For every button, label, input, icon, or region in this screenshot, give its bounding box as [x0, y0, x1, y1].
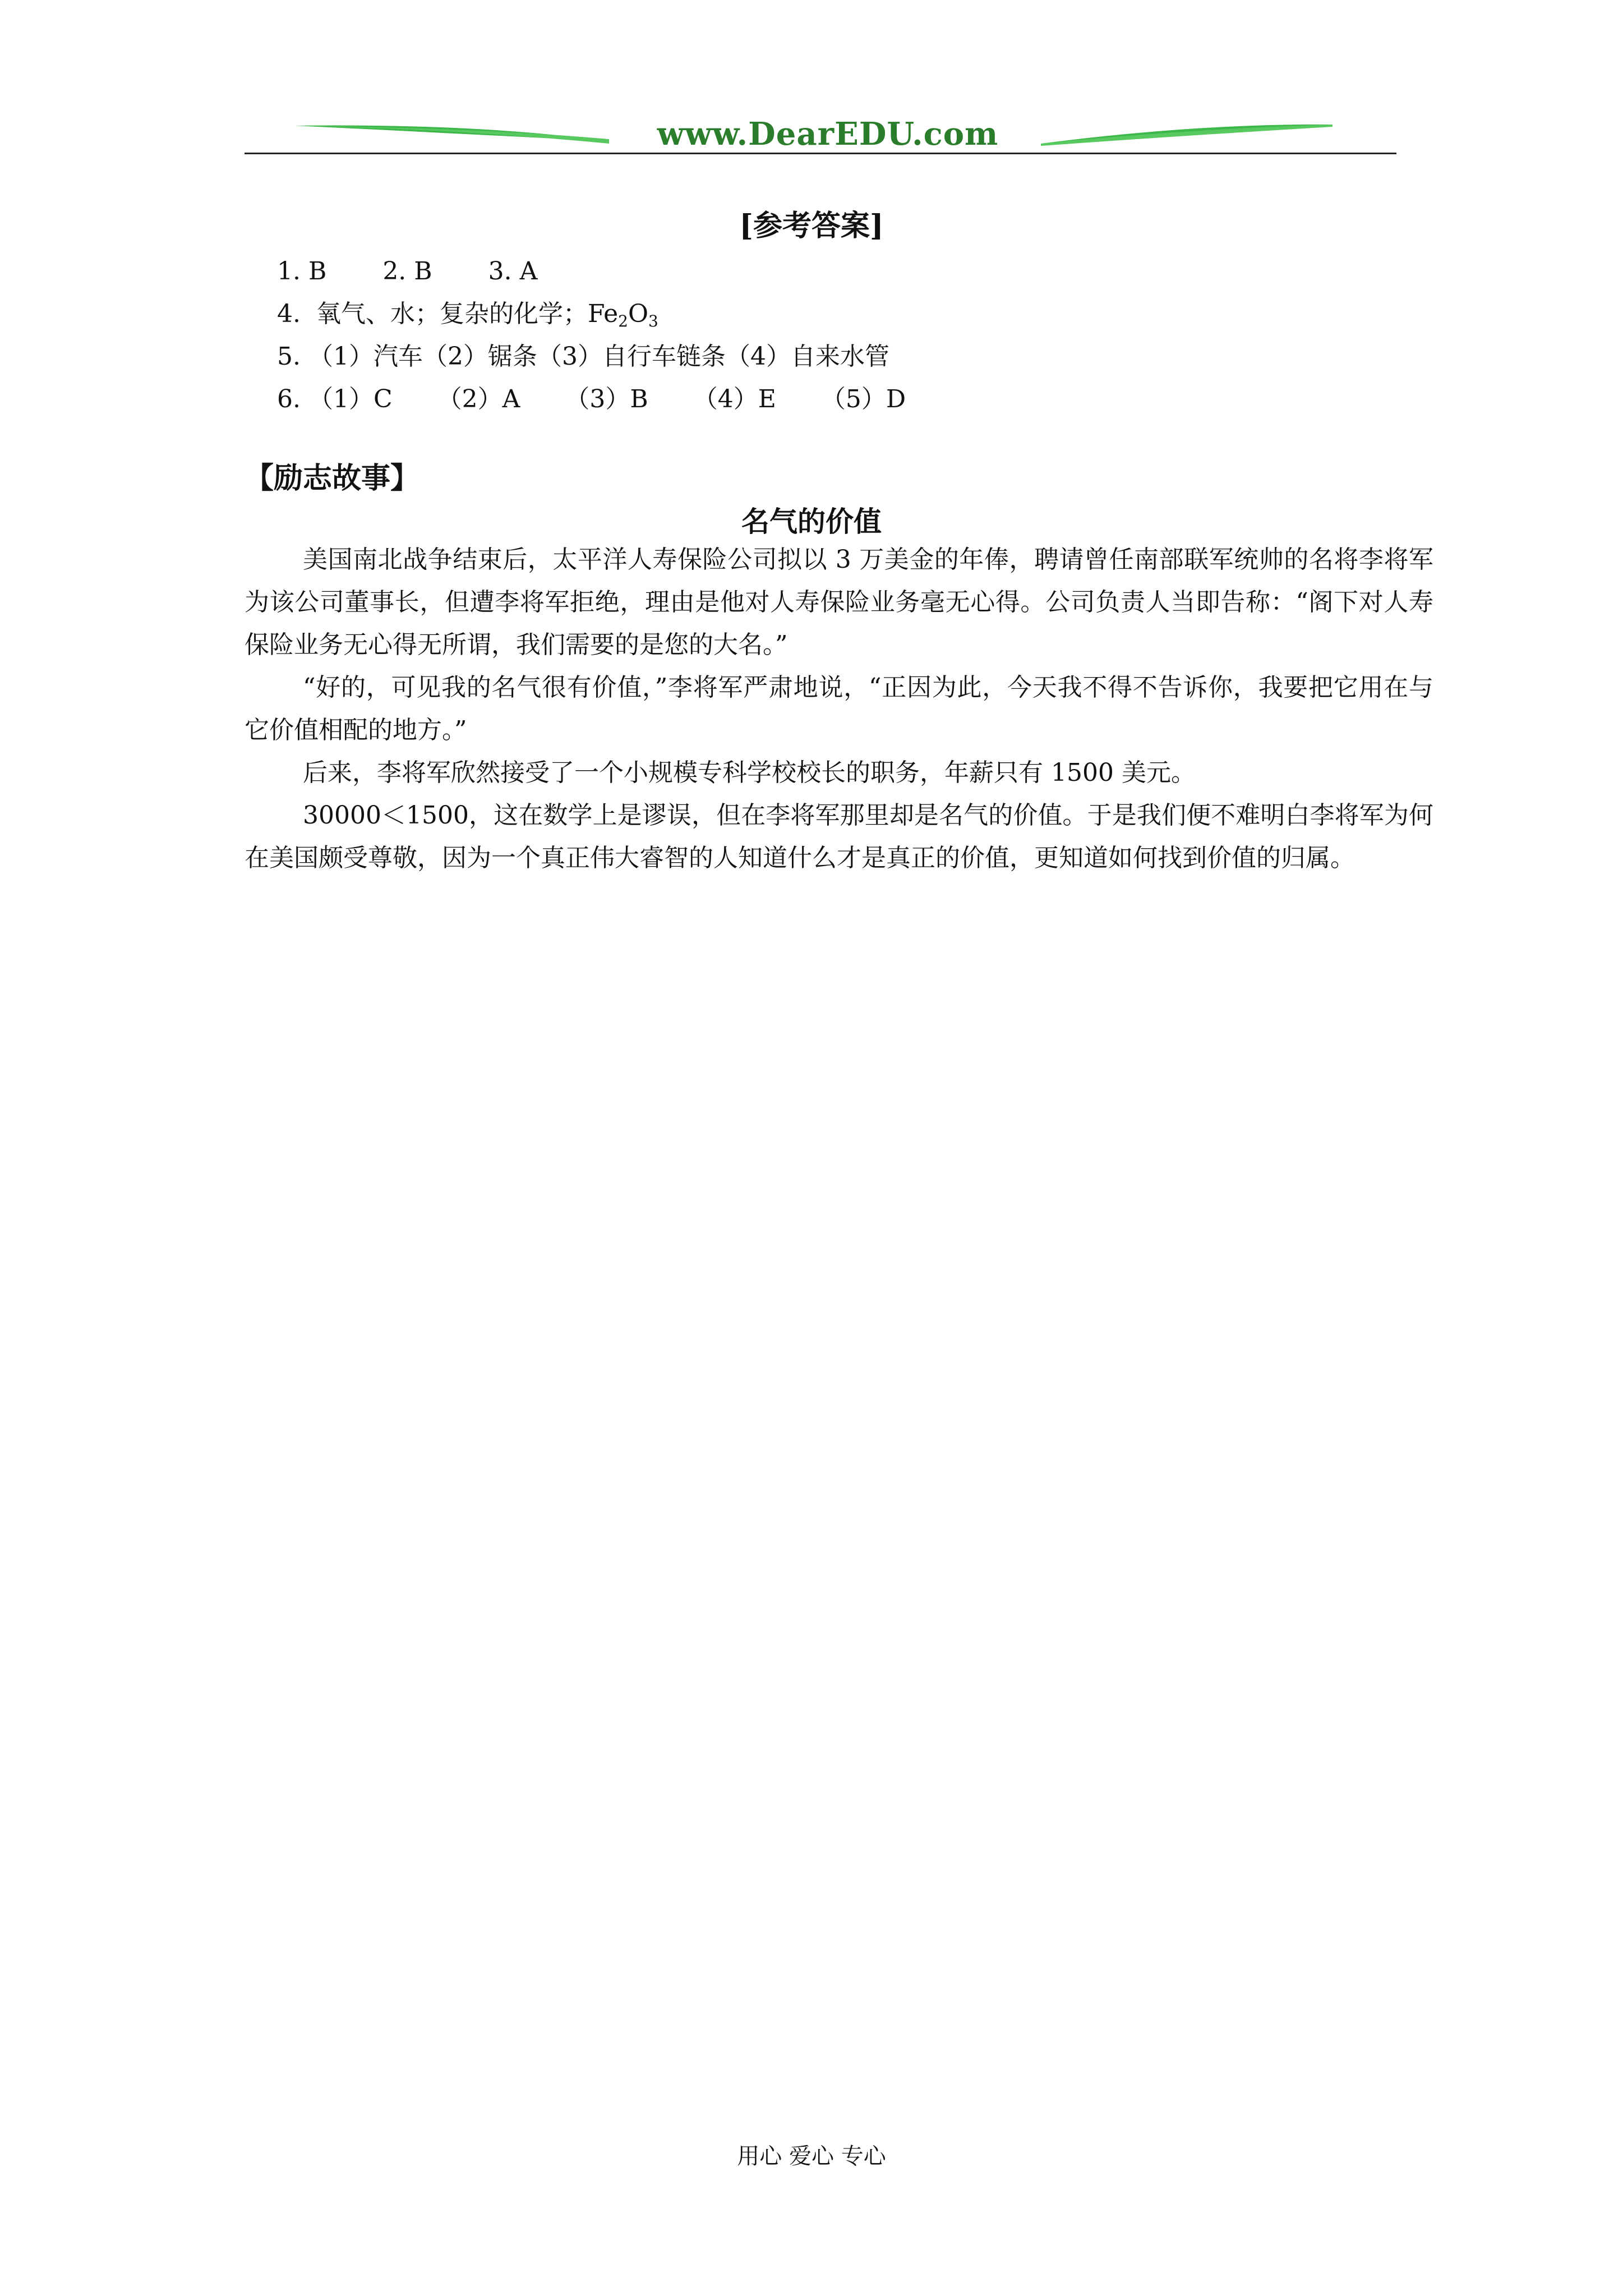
answer-row-4 [277, 378, 906, 421]
story-paragraph: 后来，李将军欣然接受了一个小规模专科学校校长的职务，年薪只有 1500 美元。 [303, 758, 1196, 787]
answer-row-3: 5. （1）汽车（2）锯条（3）自行车链条（4）自来水管 [277, 342, 889, 371]
answer-4-subscript-2: 3 [648, 312, 658, 330]
story-paragraph: 美国南北战争结束后，太平洋人寿保险公司拟以 3 万美金的年俸，聘请曾任南部联军统帅的名将李将军为该公司董事长，但遭李将军拒绝，理由是他对人寿保险业务毫无心得。公司负责人当即告称：“阁下对人寿保险业务无心得无所谓，我们需要的是您的大名。” [245, 545, 1433, 659]
answer-1: 1. B [277, 257, 327, 286]
answer-4-oxygen: O [628, 300, 649, 328]
answer-4-text: 4. 氧气、水；复杂的化学；Fe [277, 300, 619, 328]
answer-6-4: （4）E [693, 385, 776, 413]
story-body [245, 539, 1433, 880]
answer-row-2 [277, 293, 906, 335]
page-footer: 用心 爱心 专心 [737, 2143, 886, 2169]
story-paragraph: 30000＜1500，这在数学上是谬误，但在李将军那里却是名气的价值。于是我们便不难明白李将军为何在美国颇受尊敬，因为一个真正伟大睿智的人知道什么才是真正的价值，更知道如何找到价值的归属。 [245, 801, 1433, 872]
header-divider [245, 153, 1396, 154]
answer-6-1: 6. （1）C [277, 385, 393, 413]
site-banner [245, 112, 1396, 157]
story-paragraph: “好的，可见我的名气很有价值，”李将军严肃地说，“正因为此，今天我不得不告诉你，我要把它用在与它价值相配的地方。” [245, 673, 1433, 744]
answer-3: 3. A [488, 257, 538, 286]
answer-6-5: （5）D [820, 385, 906, 413]
site-logo-text: www.DearEDU.com [657, 116, 999, 153]
section-heading: 【励志故事】 [245, 461, 420, 495]
story-title: 名气的价值 [741, 505, 882, 538]
answers-title: [参考答案] [739, 209, 884, 243]
answer-6-3: （3）B [565, 385, 648, 413]
answer-2: 2. B [382, 257, 432, 286]
answer-row-1 [277, 250, 906, 293]
answers-list [277, 250, 906, 421]
answer-6-2: （2）A [437, 385, 520, 413]
answer-4-subscript-1: 2 [618, 312, 628, 330]
